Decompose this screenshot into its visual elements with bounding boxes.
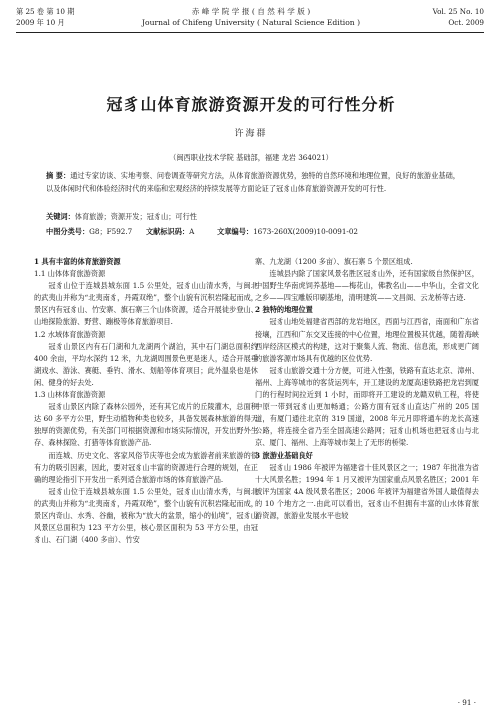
doc-code-value: A (189, 227, 195, 236)
header-rule (16, 32, 484, 33)
keywords-text: 体育旅游；资源开发；冠豸山；可行性 (74, 212, 197, 221)
paper-author: 许海群 (234, 129, 268, 139)
paper-affiliation: （闽西职业技术学院 基础部，福建 龙岩 364021） (169, 153, 333, 162)
article-id-value: 1673-260X(2009)10-0091-02 (253, 227, 358, 236)
body-paragraph: 而连城、历史文化、客家风俗节庆等也会成为旅游者前来旅游的很有力的吸引因素，因此，要对冠豸山丰富的资源进行合理的规划，在正确的理论指引下开发出一系列适合旅游市场的体育旅游产品. (34, 450, 258, 484)
header-date-en: Oct. 2009 (448, 18, 484, 27)
keywords (46, 211, 460, 223)
abstract (46, 170, 460, 195)
header-volume: 第 25 卷 第 10 期 (16, 7, 75, 16)
abstract-label: 摘 要： (46, 171, 71, 180)
article-id-label: 文章编号： (217, 227, 254, 236)
keywords-label: 关键词： (46, 212, 75, 221)
header-date: 2009 年 10 月 (16, 18, 65, 27)
body-column-right (255, 256, 479, 522)
body-paragraph: 寨、九龙湖（1200 多亩）、旗石寨 5 个景区组成. (255, 257, 413, 266)
section-heading: 1 具有丰富的体育旅游资源 (34, 257, 121, 266)
body-paragraph: 连城县内除了国家风景名胜区冠豸山外，还有国家级自然保护区，中国野生华南虎饲养基地——梅花山，佛教名山——中华山，全省文化之乡——四宝雕版印刷基地，清明建筑——文昌阁、云龙桥等古迹. (255, 269, 479, 303)
header-journal-en: Journal of Chifeng University ( Natural Science Edition ) (141, 18, 361, 27)
body-paragraph: 冠豸山位于连城县城东面 1.5 公里处，冠豸山山清水秀，与闽北的武夷山并称为“北夷南豸，丹霞双绝”，整个山貌有沉积岩隆起而成，景区内奇山、水秀、谷幽，被称为“放大的盆景，缩小的仙境”，冠豸山风景区总面积为 123 平方公里，核心景区面积为 53 平方公里，由冠豸山、石门湖（400 多亩）、竹安 (34, 486, 258, 545)
subsection-heading: 1.3 山林体育旅游资源 (34, 390, 106, 400)
abstract-text: 通过专家访谈、实地考察、问卷调查等研究方法，从体育旅游资源优势，独特的自然环境和地理位置，良好的旅游业基础，以及体闲时代和体验经济时代的来临和宏观经济的持续发展等方面论证了冠豸山体育旅游资源开发的可行性. (46, 171, 460, 193)
body-paragraph: 冠豸山旅游交通十分方便，可进入性强，铁路有直达北京、漳州、福州、上海等城市的客货运列车，开工建设的龙厦高速铁路把龙岩到厦门的行程时间拉近到 1 小时，而即将开工建设的龙赣双轨工程，将使中原一带到冠豸山更加畅通；公路方面有冠豸山直达广州的 205 国道，有厦门通往北京的 319 国道，2008 年元月即将通车的龙长高速公路，将连接全省乃至全国高速公路网；冠豸山机场也把冠豸山与北京、厦门、福州、上海等城市架上了无形的桥梁. (255, 365, 479, 448)
header-volume-en (433, 6, 484, 28)
clc-value: G8；F592.7 (89, 227, 133, 236)
header-journal-name (0, 6, 502, 28)
body-paragraph: 冠豸山地处福建省西部的龙岩地区，西面与江西省，南面和广东省接壤，江西和广东交叉连接的中心位置，地理位置极其优越，随着海峡西岸经济区模式的构建，这对于聚集人流、物流、信息流，形成更广阔的旅游客源市场具有优越的区位优势. (255, 317, 479, 363)
body-column-left (34, 256, 258, 546)
section-heading: 3 旅游业基础良好 (255, 450, 313, 460)
doc-code-label: 文献标识码： (145, 227, 190, 236)
clc-label: 中图分类号： (46, 227, 90, 236)
running-header (0, 0, 502, 34)
body-paragraph: 冠豸山景区内除了森林公园外，还有其它成片的丘陵灌木，总面积达 60 多平方公里，野生动植物种类也较多，具备发展森林旅游的得天独厚的资源优势，有关部门可根据资源和市场实际情况，开发出野外生存、森林探险、打猎等体育旅游产品. (34, 402, 258, 448)
classification-line (46, 226, 460, 238)
body-paragraph: 冠豸山景区内有石门湖和九龙湖两个湖泊，其中石门湖总面积约 400 余亩，平均水深约 12 米，九龙湖周围景色更是迷人，适合开展垂湖戏水、游泳、赛艇、垂钓、滑水、划船等体育项目；此外温泉也是休闲、健身的好去处. (34, 341, 258, 387)
page-number: · 91 · (457, 698, 476, 707)
header-journal-cn: 赤 峰 学 院 学 报 ( 自 然 科 学 版 ) (191, 7, 311, 16)
section-heading: 2 独特的地理位置 (255, 305, 313, 315)
body-paragraph: 冠豸山位于连城县城东面 1.5 公里处，冠豸山山清水秀，与闽北的武夷山并称为“北夷南豸，丹霞双绝”，整个山貌有沉积岩隆起而成，景区内有冠豸山、竹安寨、旗石寨三个山体资源，适合开展徒步登山、山地探险旅游、野营、蹦极等体育旅游项目. (34, 281, 258, 327)
body-paragraph: 冠豸山 1986 年被评为福建省十佳风景区之一；1987 年批准为省十大风景名胜；1994 年 1 月又被评为国家重点风景名胜区；2001 年被评为国家 4A 级风景名胜区；2006 年被评为福建省外国人最值得去的 10 个地方之一.由此可以看出，冠豸山不但拥有丰富的山水体育旅游资源，旅游业发展水平也较 (255, 462, 479, 520)
subsection-heading: 1.2 水域体育旅游资源 (34, 329, 106, 339)
header-vol-en: Vol. 25 No. 10 (432, 7, 484, 16)
paper-title: 冠豸山体育旅游资源开发的可行性分析 (106, 95, 396, 114)
subsection-heading: 1.1 山体体育旅游资源 (34, 269, 106, 279)
